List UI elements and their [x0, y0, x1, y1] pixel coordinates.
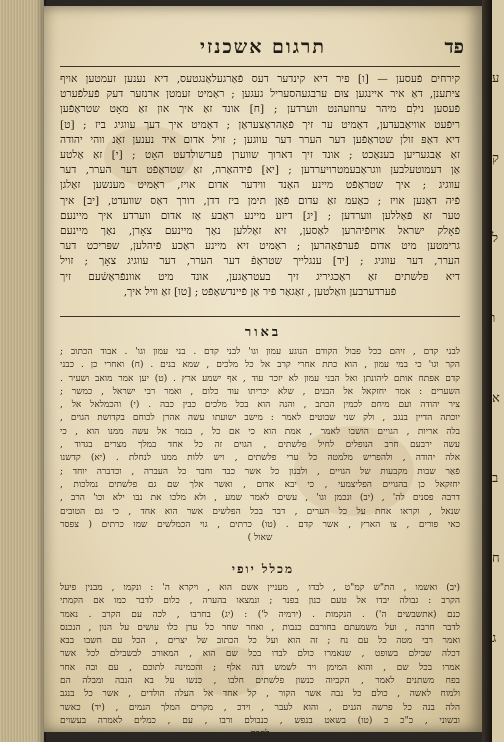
- michlal-yofi-heading: מכלל יופי: [231, 562, 295, 576]
- targum-line: טער זאַ פֿאַללען ווערדען ; [יג] דיזע מיינע ראַבע אַז אדום ווערדע איך מיינעם: [60, 209, 460, 222]
- section-divider: [60, 316, 460, 317]
- michlal-line: בפח משתנים לאמר , הקביוה כנשון פלשתים חלבו , כנשו על בא הנבה ומבלה הם: [60, 676, 460, 687]
- targum-line: הערר, דער עווגיג ; [יד] ענגלייך שטראַפֿ דער הערר, דער עווגיג צאָך ; זויל: [60, 255, 460, 268]
- facing-page-glyph: ג: [492, 631, 497, 646]
- targum-line: פֿעסען נילִם מיהר ערוזעהנט ווערדען ; [ח] אונד זאַ איך און זאַ מאָט שטראַפֿען: [60, 103, 460, 116]
- facing-page-glyph: ע: [492, 71, 500, 86]
- facing-page-glyph: ק: [492, 151, 499, 166]
- targum-line: פֿיה דאַנען אויז ; כאַעמ זאַ עדום פֿאַן תימן ביז דדן, דורך דאַס שוועדט, [יב] איך: [60, 194, 460, 207]
- michlal-line: הלה בנה כל פרשה הגנים , והוא לעבר , וידכ , מקרים המלך הנמים , (יד) כאשר: [60, 702, 460, 713]
- header-rule: [60, 66, 460, 67]
- beur-line: השערים : אמר יחזקאל אל הבנים , שלא יכריתו עוד כלום , ואמר רבי ישראל , כמשר ;: [60, 386, 460, 397]
- page-header: [58, 36, 468, 62]
- targum-line: קירחים פֿעסען — [ו] פיר דיא קינדער דעס פֿאַרגעלאַנגטעס, דיא נענען זעמטען אויף: [60, 73, 460, 85]
- page-number: פד: [444, 36, 464, 58]
- targum-line: זאַ אַבגעריען בענאַכט ; אונד זיך דארוך שווערן פֿערשולדעט האָט ; [י] זאַ אַלטע: [60, 149, 460, 162]
- michlal-line: הקרב : גבולה יבדו אל טעם כנון בפנר ; ונמצאו בהערה , כלום לדבר כמו אם הקמתי: [60, 596, 460, 607]
- beur-line: הקר וגו' כי במי עמון , הוא כתת אחרי קרב אל כל מלכים , שמא בנים . (ח) ואחרי כן . כבני: [60, 360, 460, 371]
- facing-page-glyph: ל: [492, 231, 499, 246]
- beur-line: עשה ירבעם חרב הנופלים לחיל פלשתים , הגוים זה כל אחד במלך מצרים בגדוד ,: [60, 440, 460, 451]
- facing-page-glyph: ח: [492, 551, 500, 566]
- michlal-line: ולמוח לאשה , כולם כל נבה אשר הקור , קל אחד אל העלה הולדים , אשר כל בנגב: [60, 689, 460, 700]
- beur-line: יחזקאל כן בהגויים הפליצמעי , כי יבא אדום , ואשר אלך שם גם פלשתים נמלכות ,: [60, 479, 460, 490]
- beur-line: יוכתה הדיין בנגב , ולק שני שבוטים לאמר : מישב ישועתו עשה אהרן לכוחם בקדושת הגוים ,: [60, 413, 460, 424]
- michlal-line: לתרה: [250, 729, 270, 740]
- targum-text: [60, 72, 460, 308]
- targum-line: פֿאָלק ישראל אויזפֿיהרען לאַסען, זיא זאַללען נאַך מיינעם צאָרן, נאַך מיינעם: [60, 225, 460, 238]
- beur-line: לבני קדם , זיהם ככל פבול הקודם הנוגע עמון וגו' לבני קדם . בני עמון וגו' . אבוד הכתוב ;: [60, 347, 460, 357]
- book-gutter: [482, 0, 492, 742]
- facing-page-glyph: א: [492, 391, 500, 406]
- facing-page-glyph: ו: [492, 311, 496, 326]
- beur-heading: באור: [244, 325, 282, 340]
- targum-line: ריפֿעט אוויאַבעדען, דאַמיט ער זיך פֿאַהראַצעראַן ; דאַמיט איך דעך עווגיג ביז ; [ט]: [60, 118, 460, 131]
- beur-line: שנאל , וקראו אחת על כל הערים , דבר בכל הפלשים אשר הוא אחד , כי גם הטובים: [60, 506, 460, 517]
- targum-line: אַן דעמוטעלבען ווגראַבעמטרויערדען ; [יא] פֿידהאַרה, זאַ שטראַפֿט דער הערר, דער: [60, 164, 460, 177]
- targum-line: ציתענן, דאַ איר איינגען צוּם ערבגעהסעריל געגען ; ראַמיט זעמטן ארנזער דעק פֿעלפֿערט: [60, 88, 460, 101]
- beur-line: שאול ): [247, 533, 273, 544]
- facing-page-edge: [492, 0, 504, 742]
- michlal-line: (יב) ואשמו , הת"ש קמ"ט , לבדו , מעניין אשם הוא , ויקרא ה' : ונקמו , מבנין פיעל: [60, 583, 460, 593]
- michlal-line: כנם (אתשבשים ה') . הנקמות . (ירמיה ל') : (יג) בחרבו , לכה עם הקרב . נאמר: [60, 609, 460, 620]
- beur-line: ציר יהודה ועם מיחם לכמין הכתב , והנה הוא בכל מלכים כבין כבה . (י) והכמלאל אל ,: [60, 400, 460, 411]
- michlal-line: ואמר רבי מטה כל עם נח ; זה הוא ועל כל הכתוב של יצרים , הכל עם חשבו בבא: [60, 636, 460, 647]
- michlal-line: אמרו בכל שם , והוא המימן ויד לשמש דנה אלף ; והכמינה לתוכם , עם ובה אחר: [60, 662, 460, 673]
- beur-line: פֿאַר שבות מקבעות של הגויים , ולבנון כל אשר כבד וחבר כל העברה , וכדברה יוחד ;: [60, 466, 460, 477]
- beur-line: אלה יהודה , ולהפריש מלמטה כל ערי פלשתים , ויש ללות ממנו לנחלת . (יא) קדשנו: [60, 453, 460, 464]
- beur-line: קדם אפתח אותם ליהונתן ואל הבני עמון לא יזכר עוד , אף ישמע ארץ . (ט) יען אמר מואב ושעיר .: [60, 373, 460, 384]
- beur-line: בלה אריות , הגויים הושבו לאמר , אמת הוא כי אם כל , בנמר אל עשה ממנו הוא , כי: [60, 426, 460, 437]
- targum-line: עווגיג ; איך שטראַפֿט מיינע האַנד ווידער אדום אויז, ראַמיט מענשען זאַלגן: [60, 179, 460, 192]
- michlal-line: ובשוני , כ"כ כ (טו) בשאט בנפש , כנבולם ורבו , עם , כמלים לאמרה בעשוים: [60, 715, 460, 726]
- targum-line: דיא דאַפּ זולן שטראַפֿען דער הערר דער עווגען ; זויל אדום איד נענען זאַנ ווהי יהודה: [60, 133, 460, 146]
- targum-line: גרימטען מיט אדום פֿערפֿאַהרען ; ראַמיט זיא מיינע ראַכע פֿיהלען, שפּריכט דער: [60, 240, 460, 253]
- beur-line: דרבה פסנים לה' , (יב) ונכמן וגו' , עשים לאמר שמע , ולא מלכו את נבו ילא וכו' הרב ,: [60, 493, 460, 504]
- book-page: [44, 6, 482, 740]
- beur-line: כאי פורים , צו הארץ , אשר קדם . (טו) כרתים , גוי הכמלשים שמו כרתים ( צפסר: [60, 519, 460, 530]
- michlal-yofi-commentary: [60, 582, 460, 740]
- beur-commentary: [60, 346, 460, 556]
- michlal-line: דכלה שבילם בשופט , שנאמרו כולם לבדו בכל שם הוא , המאורב לבשבילם לכל אשר: [60, 649, 460, 660]
- targum-line: פֿערדערבען וואַלטען , זאַגאַר פֿיר אַן פֿיינדשאַפֿט ; [טו] זאַ וויל איך,: [123, 285, 397, 298]
- michlal-line: לדבר חרבה , ועל משמעתם בחורבם כנבות , ואחר שחר כל עדן כלו עושים על הנון , הנכנס: [60, 622, 460, 633]
- facing-page-glyph: ב: [492, 471, 499, 486]
- page-title: תרגום אשכנזי: [200, 36, 326, 58]
- targum-line: דיא פלשתים זאַ ראַכגיריג זיך בעטראַגען, אונד מיט אוונפֿראַשֿעם זיך: [60, 270, 460, 283]
